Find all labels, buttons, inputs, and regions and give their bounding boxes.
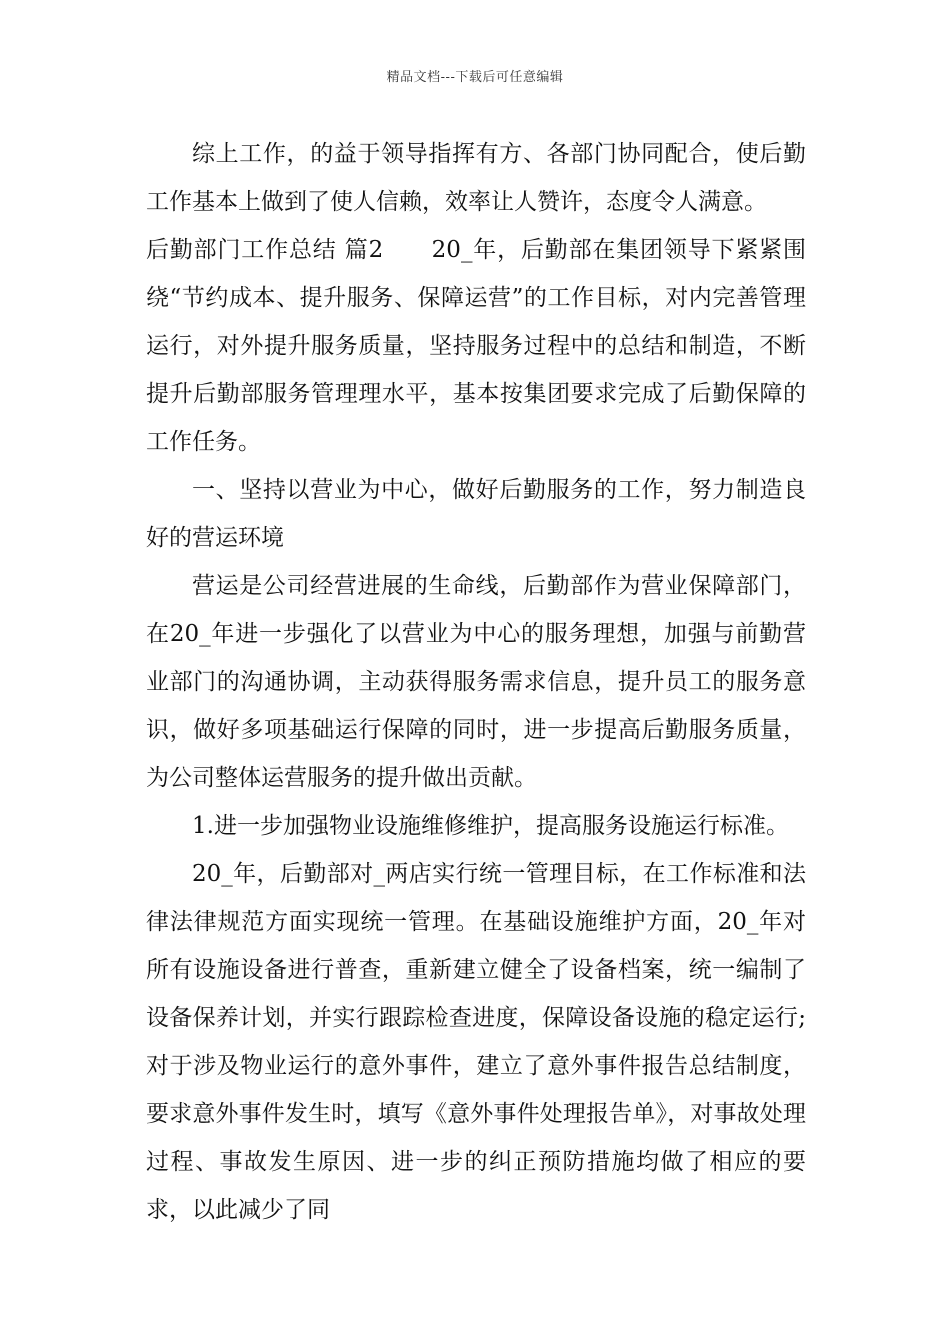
paragraph-heading-one: 一、坚持以营业为中心，做好后勤服务的工作，努力制造良好的营运环境 xyxy=(146,477,806,551)
paragraph-maintenance: 20_年，后勤部对_两店实行统一管理目标，在工作标准和法律法律规范方面实现统一管理。在基础设施维护方面，20_年对所有设施设备进行普查，重新建立健全了设备档案，统一编制了设备保养计划，并实行跟踪检查进度，保障设备设施的稳定运行;对于涉及物业运行的意外事件，建立了意外事件报告总结制度，要求意外事件发生时，填写《意外事件处理报告单》，对事故处理过程、事故发生原因、进一步的纠正预防措施均做了相应的要求，以此减少了同 xyxy=(146,861,806,1223)
paragraph-summary: 综上工作，的益于领导指挥有方、各部门协同配合，使后勤工作基本上做到了使人信赖，效率让人赞许，态度令人满意。 xyxy=(146,141,806,215)
document-body xyxy=(146,130,806,1234)
paragraph-operations: 营运是公司经营进展的生命线，后勤部作为营业保障部门，在20_年进一步强化了以营业为中心的服务理想，加强与前勤营业部门的沟通协调，主动获得服务需求信息，提升员工的服务意识，做好多项基础运行保障的同时，进一步提高后勤服务质量，为公司整体运营服务的提升做出贡献。 xyxy=(146,573,806,791)
paragraph-item-one: 1.进一步加强物业设施维修维护，提高服务设施运行标准。 xyxy=(192,813,789,839)
paragraph-section-title: 后勤部门工作总结 篇2 20_年，后勤部在集团领导下紧紧围绕“节约成本、提升服务、保障运营”的工作目标，对内完善管理运行，对外提升服务质量，坚持服务过程中的总结和制造，不断提升后勤部服务管理理水平，基本按集团要求完成了后勤保障的工作任务。 xyxy=(146,237,806,455)
page-header: 精品文档---下载后可任意编辑 xyxy=(386,70,564,85)
